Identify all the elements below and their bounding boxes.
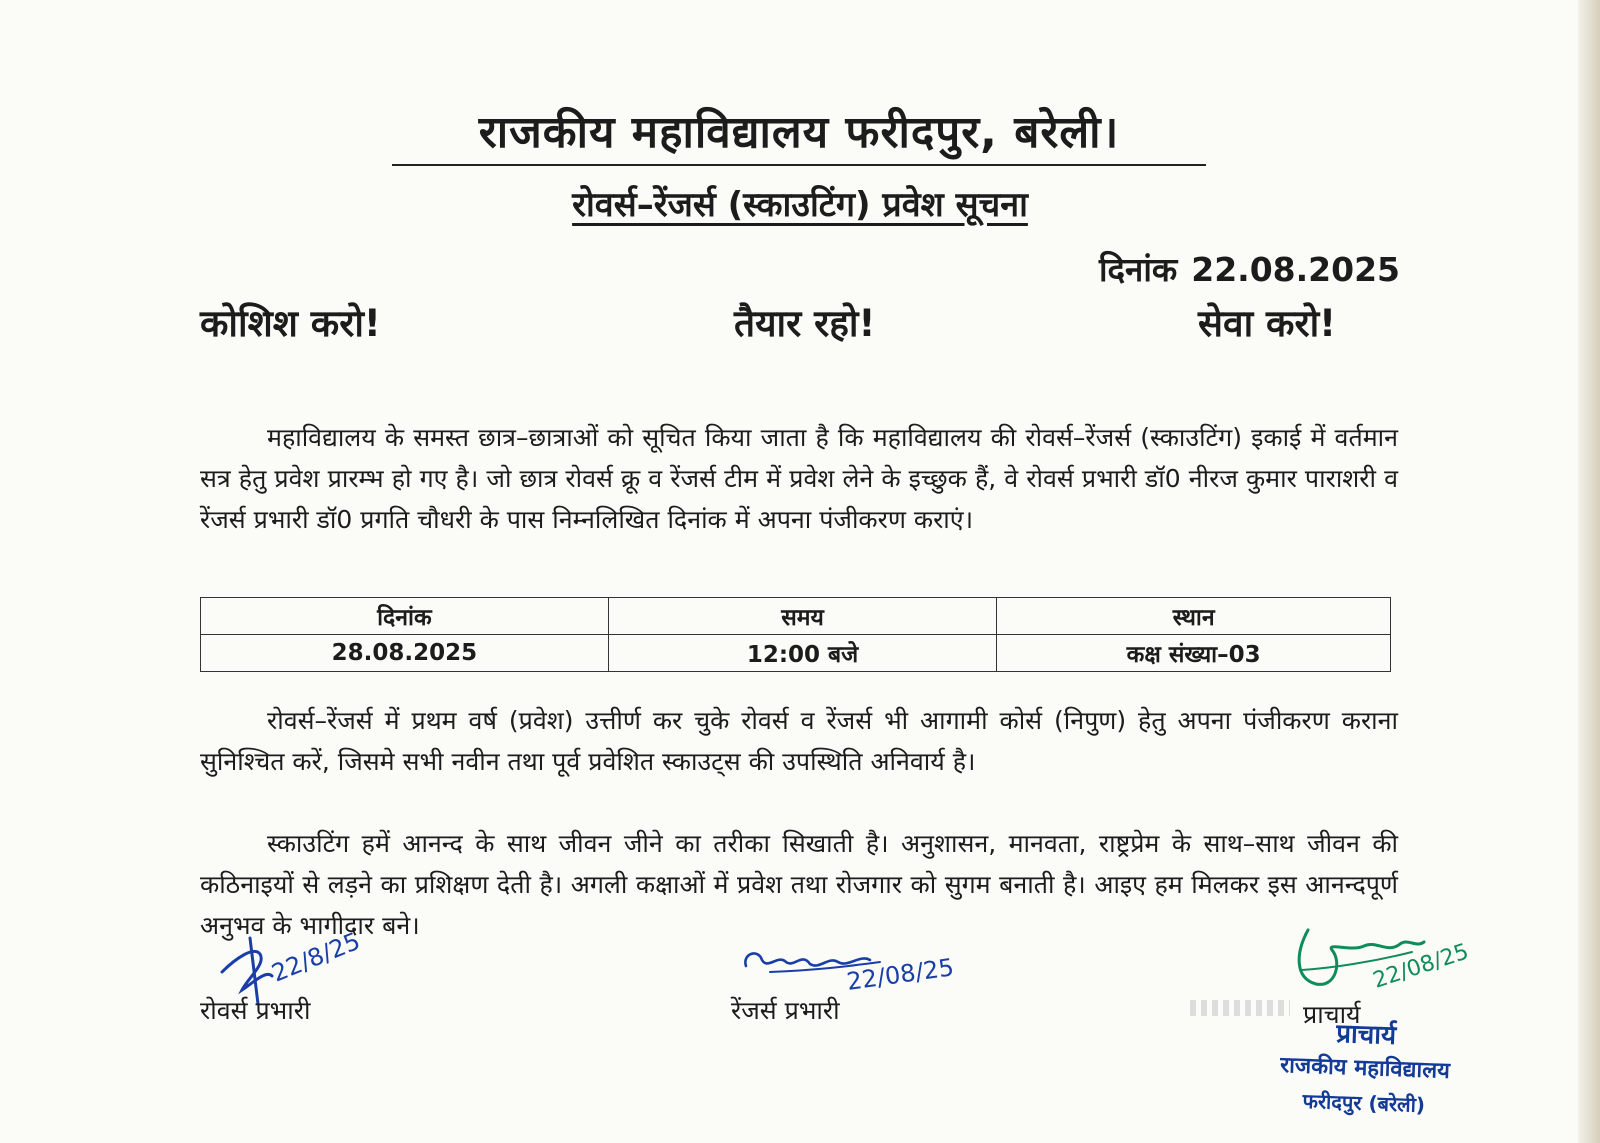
motto-be-prepared: तैयार रहो! <box>734 302 876 345</box>
stamp-line-1: प्राचार्य <box>1335 1018 1397 1052</box>
college-title: राजकीय महाविद्यालय फरीदपुर, बरेली। <box>392 100 1206 166</box>
notice-subtitle: रोवर्स–रेंजर्स (स्काउटिंग) प्रवेश सूचना <box>572 185 1028 225</box>
motto-serve: सेवा करो! <box>1198 302 1337 345</box>
principal-sign-date: 22/08/25 <box>1370 939 1472 994</box>
notice-date <box>1090 246 1400 291</box>
rovers-incharge-label: रोवर्स प्रभारी <box>200 996 311 1025</box>
table-header-date: दिनांक <box>201 598 609 635</box>
schedule-table <box>200 597 1391 672</box>
date-value: 22.08.2025 <box>1191 250 1400 289</box>
table-row <box>201 635 1391 672</box>
principal-stamp <box>1260 1014 1469 1123</box>
table-cell-place: कक्ष संख्या–03 <box>997 635 1391 672</box>
body-paragraph-1: महाविद्यालय के समस्त छात्र–छात्राओं को सूचित किया जाता है कि महाविद्यालय की रोवर्स–रेंजर्स (स्काउटिंग) इकाई में वर्तमान सत्र हेतु प्रवेश प्रारम्भ हो गए है। जो छात्र रोवर्स क्रू व रेंजर्स टीम में प्रवेश लेने के इच्छुक हैं, वे रोवर्स प्रभारी डॉ0 नीरज कुमार पाराशरी व रेंजर्स प्रभारी डॉ0 प्रगति चौधरी के पास निम्नलिखित दिनांक में अपना पंजीकरण कराएं। <box>200 423 1398 534</box>
rangers-incharge-label: रेंजर्स प्रभारी <box>731 996 840 1025</box>
rovers-sign-date: 22/8/25 <box>267 926 365 988</box>
principal-label: प्राचार्य <box>1303 1000 1361 1029</box>
faded-print-marks <box>1190 1000 1290 1016</box>
date-label: दिनांक <box>1098 250 1178 289</box>
stamp-line-2: राजकीय महाविद्यालय <box>1279 1053 1451 1084</box>
body-paragraph-2: रोवर्स–रेंजर्स में प्रथम वर्ष (प्रवेश) उत्तीर्ण कर चुके रोवर्स व रेंजर्स भी आगामी कोर्स (निपुण) हेतु अपना पंजीकरण कराना सुनिश्चित करें, जिसमे सभी नवीन तथा पूर्व प्रवेशित स्काउट्स की उपस्थिति अनिवार्य है। <box>200 706 1398 776</box>
body-paragraph-3: स्काउटिंग हमें आनन्द के साथ जीवन जीने का तरीका सिखाती है। अनुशासन, मानवता, राष्ट्रप्रेम के साथ–साथ जीवन की कठिनाइयों से लड़ने का प्रशिक्षण देती है। अगली कक्षाओं में प्रवेश तथा रोजगार को सुगम बनाती है। आइए हम मिलकर इस आनन्दपूर्ण अनुभव के भागीदार बने। <box>200 829 1398 940</box>
paper-edge <box>1578 0 1600 1143</box>
table-header-row <box>201 598 1391 635</box>
motto-try: कोशिश करो! <box>200 302 381 345</box>
table-cell-date: 28.08.2025 <box>201 635 609 672</box>
table-cell-time: 12:00 बजे <box>608 635 997 672</box>
rangers-sign-date: 22/08/25 <box>844 953 956 996</box>
table-header-time: समय <box>608 598 997 635</box>
stamp-line-3: फरीदपुर (बरेली) <box>1302 1088 1426 1118</box>
table-header-place: स्थान <box>997 598 1391 635</box>
